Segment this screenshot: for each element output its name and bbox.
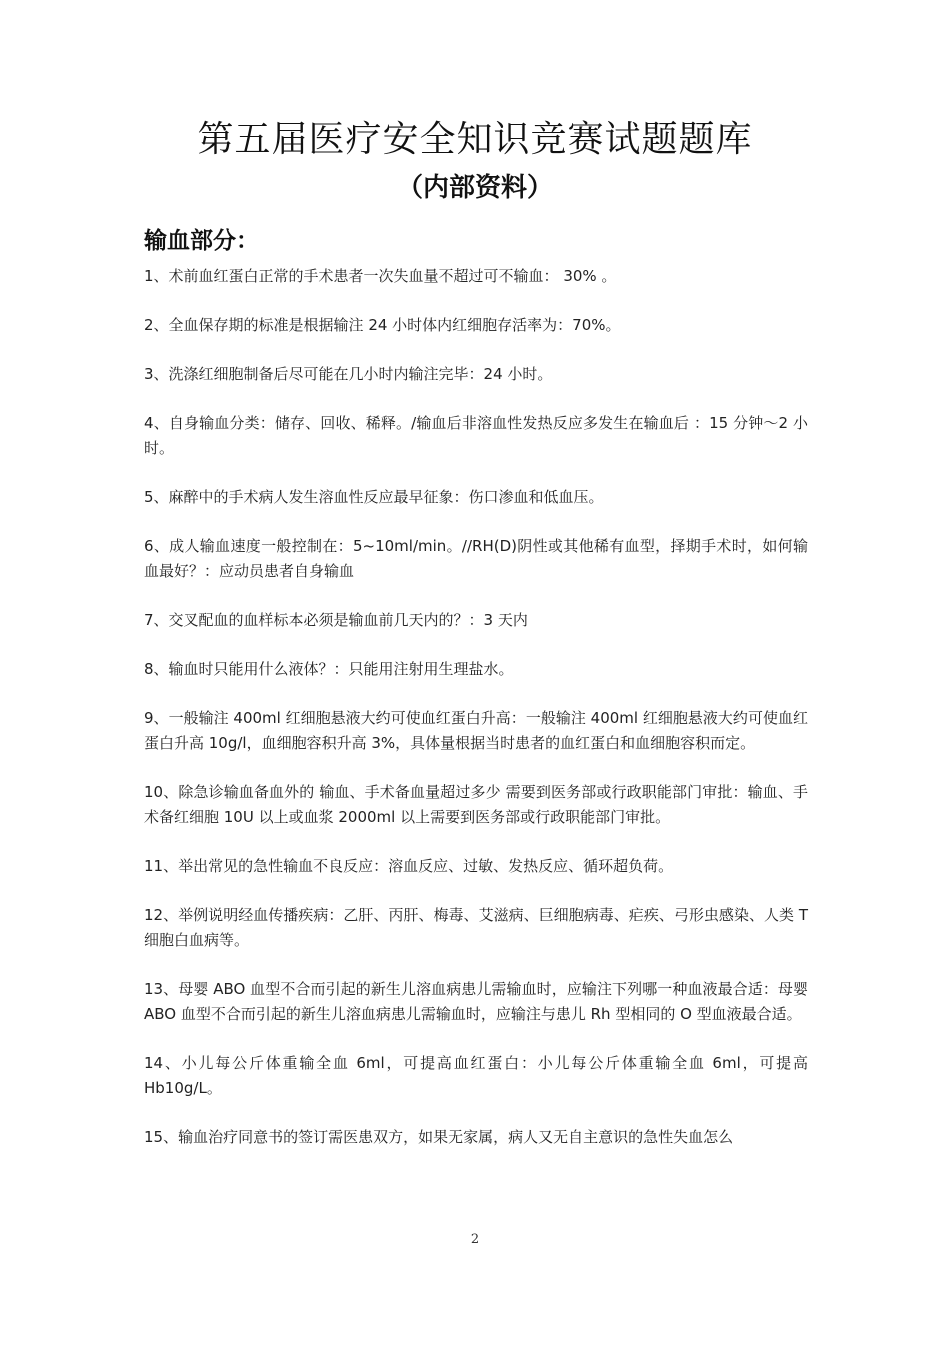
question-item-2: 2、全血保存期的标准是根据输注 24 小时体内红细胞存活率为：70%。 xyxy=(144,316,621,334)
question-item-11: 11、举出常见的急性输血不良反应：溶血反应、过敏、发热反应、循环超负荷。 xyxy=(144,857,674,875)
question-item-8: 8、输血时只能用什么液体？：只能用注射用生理盐水。 xyxy=(144,660,514,678)
question-item-15: 15、输血治疗同意书的签订需医患双方，如果无家属，病人又无自主意识的急性失血怎么 xyxy=(144,1128,734,1146)
document-subtitle: （内部资料） xyxy=(396,173,553,203)
question-item-9: 9、一般输注 400ml 红细胞悬液大约可使血红蛋白升高：一般输注 400ml 红细胞悬液大约可使血红蛋白升高 10g/l，血细胞容积升高 3%，具体量根据当时患者的血红蛋白和血细胞容积而定。 xyxy=(144,709,808,752)
section-heading: 输血部分： xyxy=(144,228,259,254)
question-item-3: 3、洗涤红细胞制备后尽可能在几小时内输注完毕：24 小时。 xyxy=(144,365,553,383)
document-title: 第五届医疗安全知识竞赛试题题库 xyxy=(197,119,753,160)
page-number: 2 xyxy=(470,1232,480,1247)
question-item-13: 13、母婴 ABO 血型不合而引起的新生儿溶血病患儿需输血时，应输注下列哪一种血液最合适：母婴 ABO 血型不合而引起的新生儿溶血病患儿需输血时，应输注与患儿 Rh 型相同的 O 型血液最合适。 xyxy=(144,980,808,1023)
question-item-12: 12、举例说明经血传播疾病：乙肝、丙肝、梅毒、艾滋病、巨细胞病毒、疟疾、弓形虫感染、人类 T 细胞白血病等。 xyxy=(144,906,808,949)
question-item-4: 4、自身输血分类：储存、回收、稀释。/输血后非溶血性发热反应多发生在输血后 ：15 分钟～2 小时。 xyxy=(144,414,808,457)
question-item-14: 14、小儿每公斤体重输全血 6ml，可提高血红蛋白：小儿每公斤体重输全血 6ml，可提高 Hb10g/L。 xyxy=(144,1054,808,1097)
question-item-5: 5、麻醉中的手术病人发生溶血性反应最早征象：伤口渗血和低血压。 xyxy=(144,488,604,506)
question-item-7: 7、交叉配血的血样标本必须是输血前几天内的？：3 天内 xyxy=(144,611,528,629)
question-item-10: 10、除急诊输血备血外的 输血、手术备血量超过多少 需要到医务部或行政职能部门审批：输血、手术备红细胞 10U 以上或血浆 2000ml 以上需要到医务部或行政职能部门审批。 xyxy=(144,783,808,826)
question-item-1: 1、术前血红蛋白正常的手术患者一次失血量不超过可不输血： 30% 。 xyxy=(144,267,617,285)
question-list xyxy=(144,264,808,1174)
question-item-6: 6、成人输血速度一般控制在：5~10ml/min。//RH(D)阴性或其他稀有血型，择期手术时，如何输血最好？：应动员患者自身输血 xyxy=(144,537,808,580)
